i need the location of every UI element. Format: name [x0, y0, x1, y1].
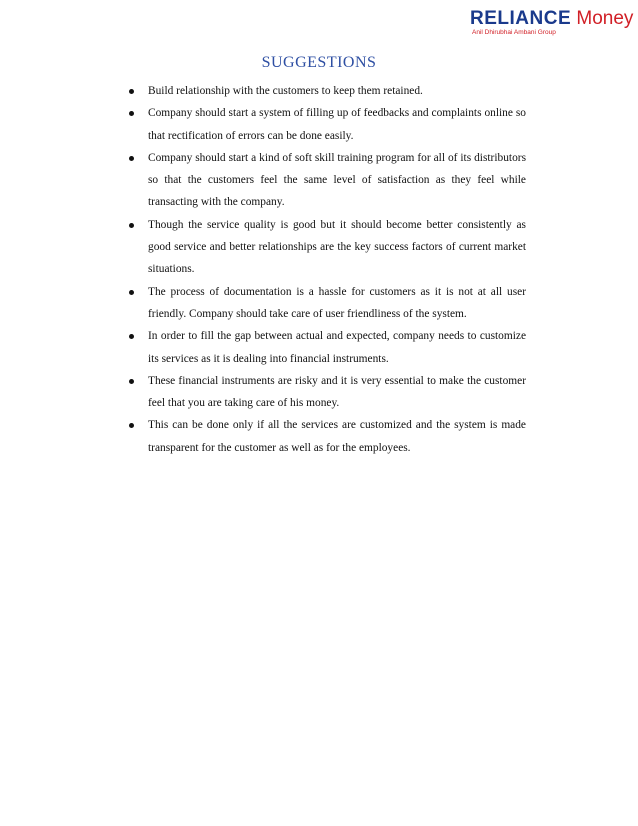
list-item	[126, 102, 526, 147]
list-item-text: In order to fill the gap between actual and expected, company needs to customize its services as it is dealing into financial instruments.	[148, 330, 526, 365]
list-item-text: Company should start a system of filling up of feedbacks and complaints online so that rectification of errors can be done easily.	[148, 107, 526, 142]
list-item-text: Build relationship with the customers to keep them retained.	[148, 85, 423, 97]
bullet-icon	[129, 111, 134, 116]
list-item	[126, 414, 526, 459]
list-item-text: The process of documentation is a hassle for customers as it is not at all user friendly. Company should take care of user friendliness of the system.	[148, 285, 526, 320]
list-item	[126, 80, 526, 102]
list-item	[126, 325, 526, 370]
bullet-icon	[129, 379, 134, 384]
list-item-text: These financial instruments are risky and it is very essential to make the customer feel that you are taking care of his money.	[148, 374, 526, 410]
bullet-icon	[129, 290, 134, 295]
bullet-icon	[129, 89, 134, 94]
bullet-icon	[129, 156, 134, 161]
logo-tagline: Anil Dhirubhai Ambani Group	[472, 29, 556, 36]
bullet-icon	[129, 223, 134, 228]
list-item	[126, 147, 526, 214]
list-item	[126, 214, 526, 281]
list-item-text: Company should start a kind of soft skill training program for all of its distributors so that the customers feel the same level of satisfaction as they feel while transacting with the company.	[148, 151, 526, 209]
logo-brand: RELIANCE	[470, 8, 572, 29]
logo-product: Money	[576, 8, 634, 29]
bullet-icon	[129, 334, 134, 339]
list-item-text: This can be done only if all the services are customized and the system is made transparent for the customer as well as for the employees.	[148, 419, 526, 454]
list-item	[126, 370, 526, 415]
logo-wordmark	[470, 8, 634, 30]
bullet-icon	[129, 423, 134, 428]
suggestions-list	[126, 80, 526, 459]
list-item	[126, 281, 526, 326]
reliance-money-logo	[470, 8, 634, 48]
list-item-text: Though the service quality is good but it should become better consistently as good service and better relationships are the key success factors of current market situations.	[148, 218, 526, 276]
page-title: SUGGESTIONS	[261, 54, 377, 71]
